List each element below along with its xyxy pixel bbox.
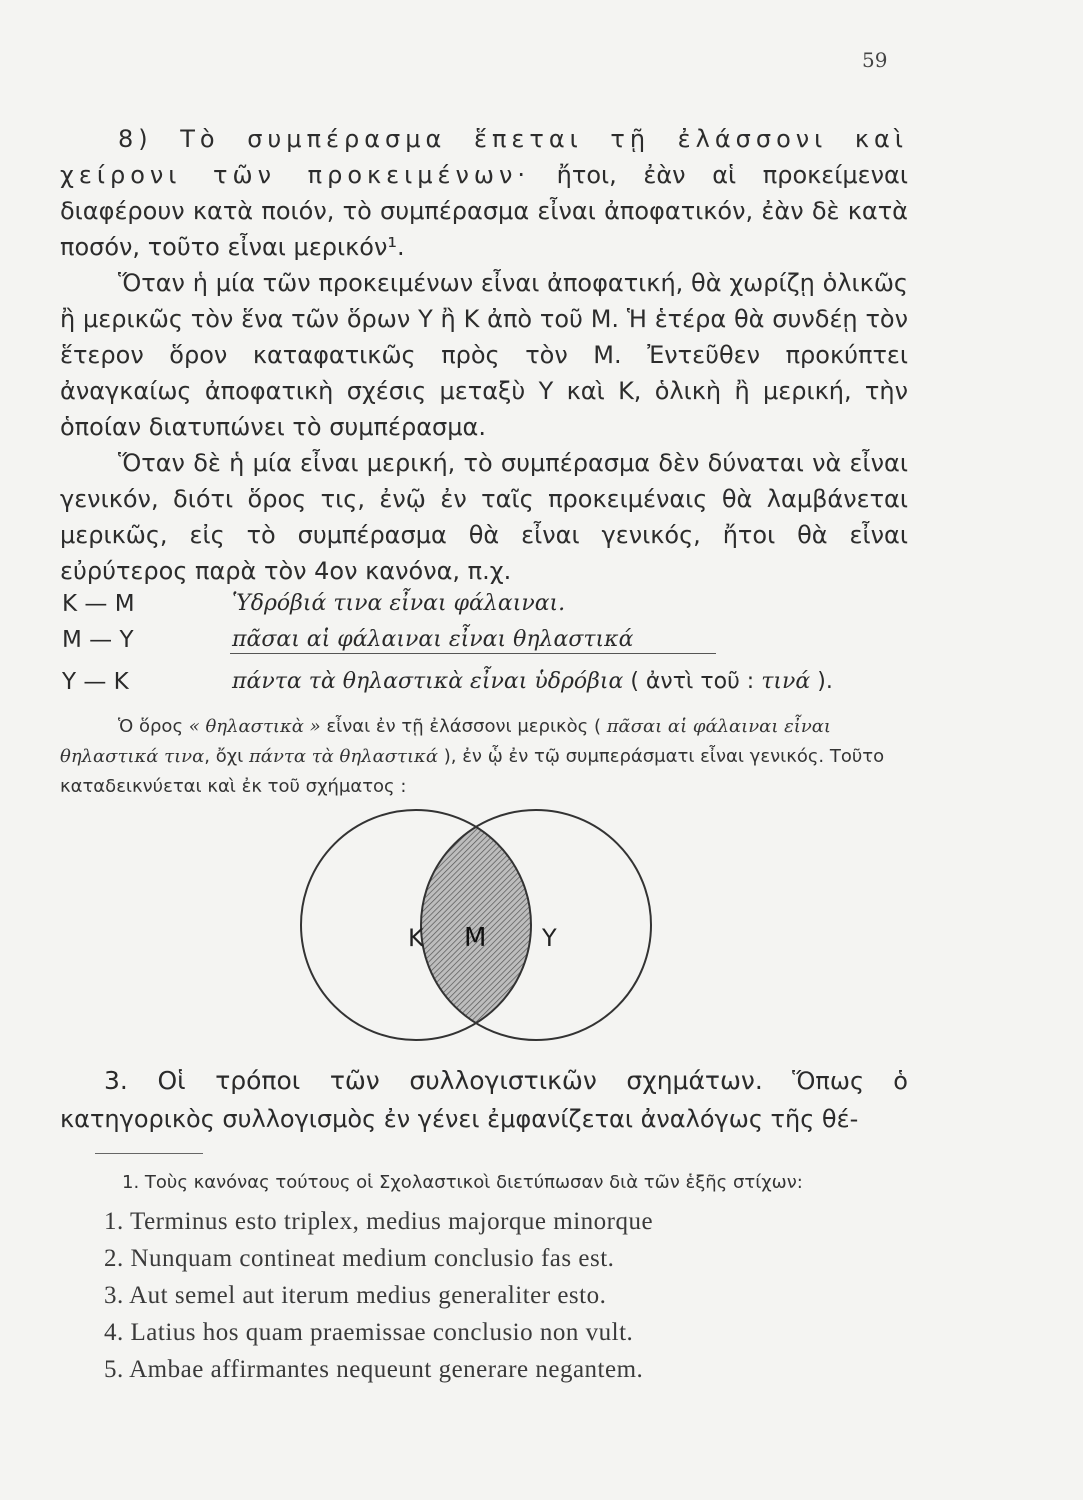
syllogism-terms: Υ — Κ [62,669,129,695]
syllogism-conclusion [232,669,833,694]
latin-verse: 1. Terminus esto triplex, medius majorque minorque [104,1208,654,1235]
explanation-example: πάντα τὰ θηλαστικά [248,746,438,767]
syllogism-terms: Κ — Μ [62,591,135,617]
explanation-text: εἶναι ἐν τῇ ἐλάσσονι μερικὸς ( [320,716,607,737]
conclusion-note: ( ἀντὶ τοῦ : [623,669,762,694]
conclusion-text: πάντα τὰ θηλαστικὰ εἶναι ὑδρόβια [232,669,624,694]
footnote-intro: 1. Τοὺς κανόνας τούτους οἱ Σχολαστικοὶ διετύπωσαν διὰ τῶν ἑξῆς στίχων: [122,1172,803,1193]
rule-8-paragraph [60,121,908,265]
explanation-text: ), ἐν ᾧ ἐν τῷ συμπεράσματι εἶναι γενικός. Τοῦτο καταδεικνύεται καὶ ἐκ τοῦ σχήματος : [60,746,885,797]
section-3-heading: 3. Οἱ τρόποι τῶν συλλογιστικῶν σχημάτων. [104,1066,763,1095]
paragraph-particular: Ὅταν δὲ ἡ μία εἶναι μερική, τὸ συμπέρασμα δὲν δύναται νὰ εἶναι γενικόν, διότι ὅρος τις, ἐνῷ ἐν ταῖς προκειμέναις θὰ λαμβάνεται μερικῶς, εἰς τὸ συμπέρασμα θὰ εἶναι γενικός, ἤτοι θὰ εἶναι εὐρύτερος παρὰ τὸν 4ον κανόνα, π.χ. [60,449,908,585]
syllogism-proposition: πᾶσαι αἱ φάλαιναι εἶναι θηλαστικά [232,627,634,652]
intersection-shading [421,810,651,1040]
latin-verse: 5. Ambae affirmantes nequeunt generare negantem. [104,1356,644,1383]
explanation-paragraph [60,712,908,802]
syllogism-row [62,627,902,663]
rule-8-label: 8) Τὸ συμπέρασμα ἕπεται τῇ ἐλάσσονι καὶ χείρονι τῶν προκειμένων· [60,125,908,189]
explanation [60,712,908,802]
footnote-rule [95,1153,203,1154]
venn-diagram [296,800,666,1050]
page-number: 59 [862,48,888,72]
venn-label-y: Υ [542,924,557,952]
syllogism-proposition: Ὑδρόβιά τινα εἶναι φάλαιναι. [232,591,566,616]
latin-verse: 2. Nunquam contineat medium conclusio fas est. [104,1245,615,1272]
paragraph-negative: Ὅταν ἡ μία τῶν προκειμένων εἶναι ἀποφατική, θὰ χωρίζῃ ὁλικῶς ἢ μερικῶς τὸν ἕνα τῶν ὅρων Υ ἢ Κ ἀπὸ τοῦ Μ. Ἡ ἑτέρα θὰ συνδέῃ τὸν ἕτερον ὅρον καταφατικῶς πρὸς τὸν Μ. Ἐντεῦθεν προκύπτει ἀναγκαίως ἀποφατικὴ σχέσις μεταξὺ Υ καὶ Κ, ὁλικὴ ἢ μερική, τὴν ὁποίαν διατυπώνει τὸ συμπέρασμα. [60,269,908,441]
syllogism-terms: Μ — Υ [62,627,134,653]
conclusion-note-italic: τινά [761,669,811,694]
latin-verses [104,1203,653,1388]
rule-8-text: ἤτοι, ἐὰν αἱ προκείμεναι διαφέρουν κατὰ ποιόν, τὸ συμπέρασμα εἶναι ἀποφατικόν, ἐὰν δὲ κατὰ ποσόν, τοῦτο εἶναι μερικόν¹. [60,161,908,261]
explanation-example: πᾶσαι αἱ φάλαιναι εἶναι θηλαστικά τινα [60,716,831,767]
venn-label-m: Μ [464,923,487,953]
section-3 [60,1062,908,1138]
syllogism-example [62,591,902,705]
section-3-paragraph [60,1062,908,1138]
syllogism-row [62,591,902,627]
syllogism-rule [230,653,716,654]
latin-verse: 4. Latius hos quam praemissae conclusio non vult. [104,1319,634,1346]
section-3-text: Ὅπως ὁ κατηγορικὸς συλλογισμὸς ἐν γένει ἐμφανίζεται ἀναλόγως τῆς θέ- [60,1067,908,1133]
conclusion-note-end: ). [810,669,833,694]
explanation-text: Ὁ ὅρος [118,716,189,737]
venn-label-k: Κ [408,924,424,952]
syllogism-row [62,669,902,705]
explanation-text: , ὄχι [204,746,249,767]
main-text [60,121,908,589]
explanation-term: « θηλαστικὰ » [188,716,321,737]
latin-verse: 3. Aut semel aut iterum medius generaliter esto. [104,1282,607,1309]
